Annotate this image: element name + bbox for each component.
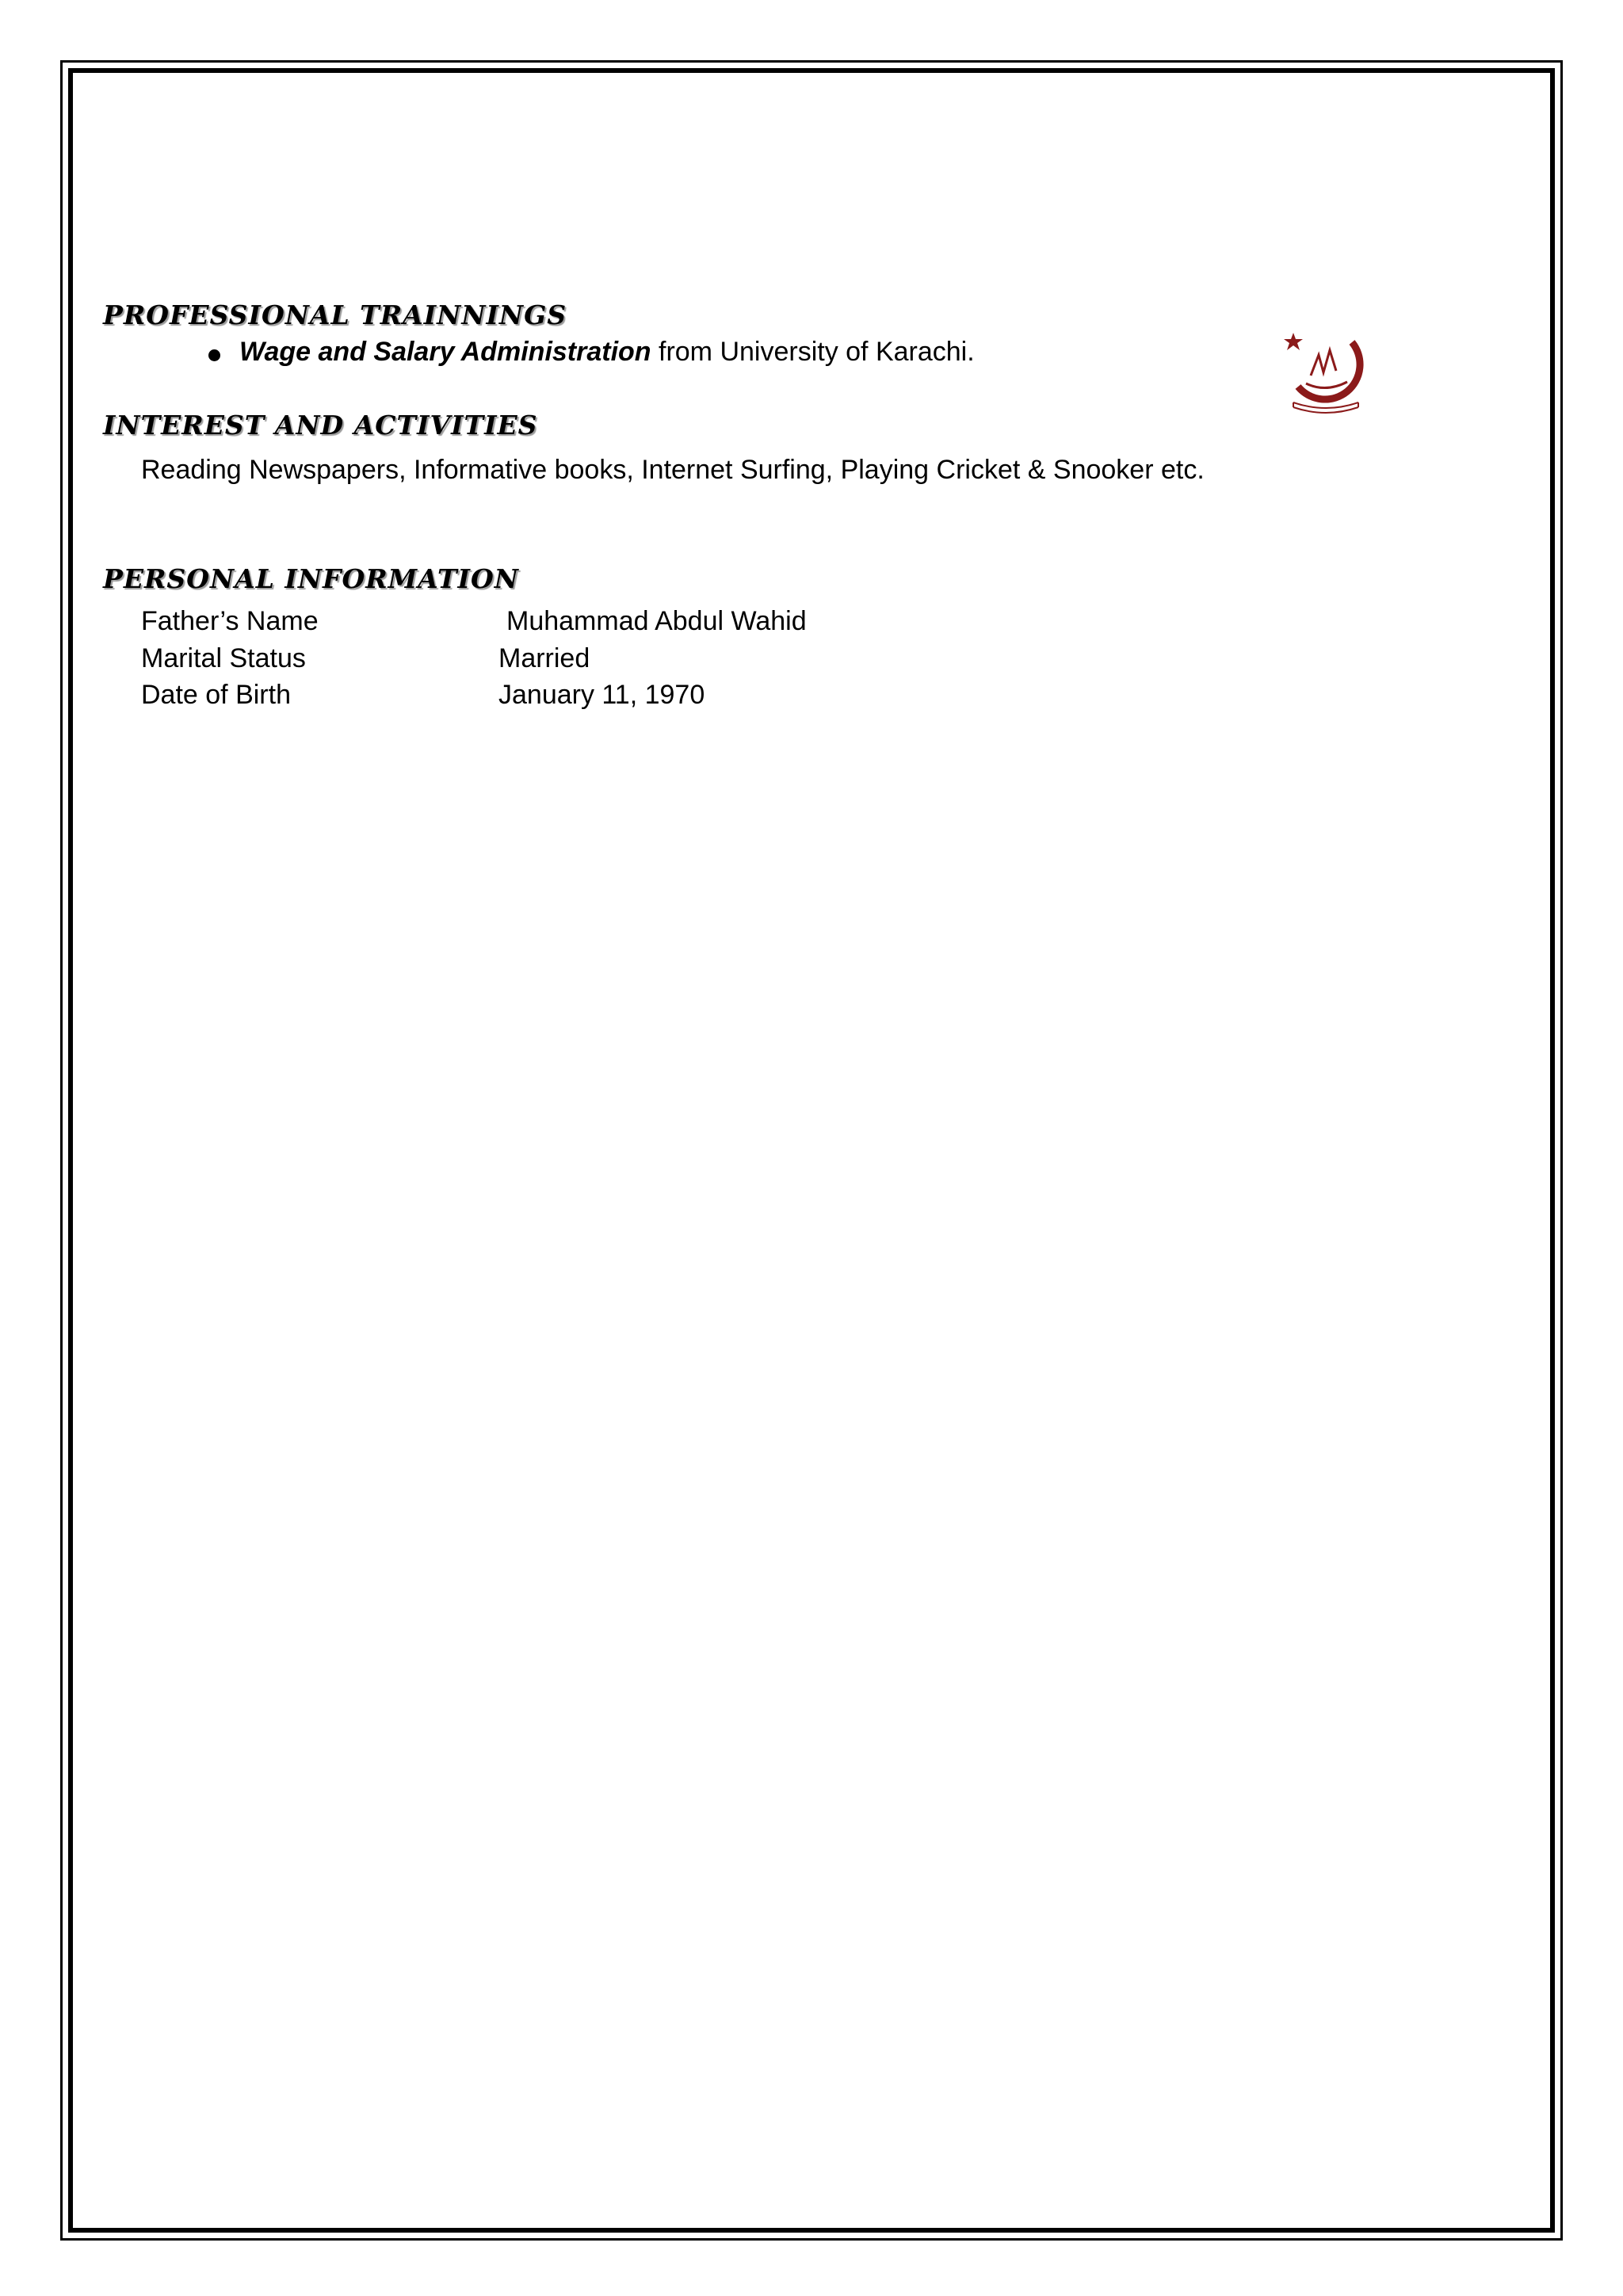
training-heading: PROFESSIONAL TRAINNINGS xyxy=(103,299,567,330)
marital-status-value: Married xyxy=(498,643,590,673)
date-of-birth-value: January 11, 1970 xyxy=(498,680,705,710)
university-seal-icon xyxy=(1282,331,1369,418)
marital-status-label: Marital Status xyxy=(141,643,306,673)
father-name-label: Father’s Name xyxy=(141,606,319,636)
interests-heading: INTEREST AND ACTIVITIES xyxy=(103,410,538,441)
bullet-icon xyxy=(208,349,220,361)
interests-text: Reading Newspapers, Informative books, Internet Surfing, Playing Cricket & Snooker etc. xyxy=(141,455,1205,485)
training-detail: from University of Karachi. xyxy=(651,337,975,367)
personal-heading: PERSONAL INFORMATION xyxy=(103,563,519,594)
date-of-birth-label: Date of Birth xyxy=(141,680,291,710)
training-title: Wage and Salary Administration xyxy=(239,337,651,367)
training-item xyxy=(239,337,975,368)
father-name-value: Muhammad Abdul Wahid xyxy=(506,606,807,636)
